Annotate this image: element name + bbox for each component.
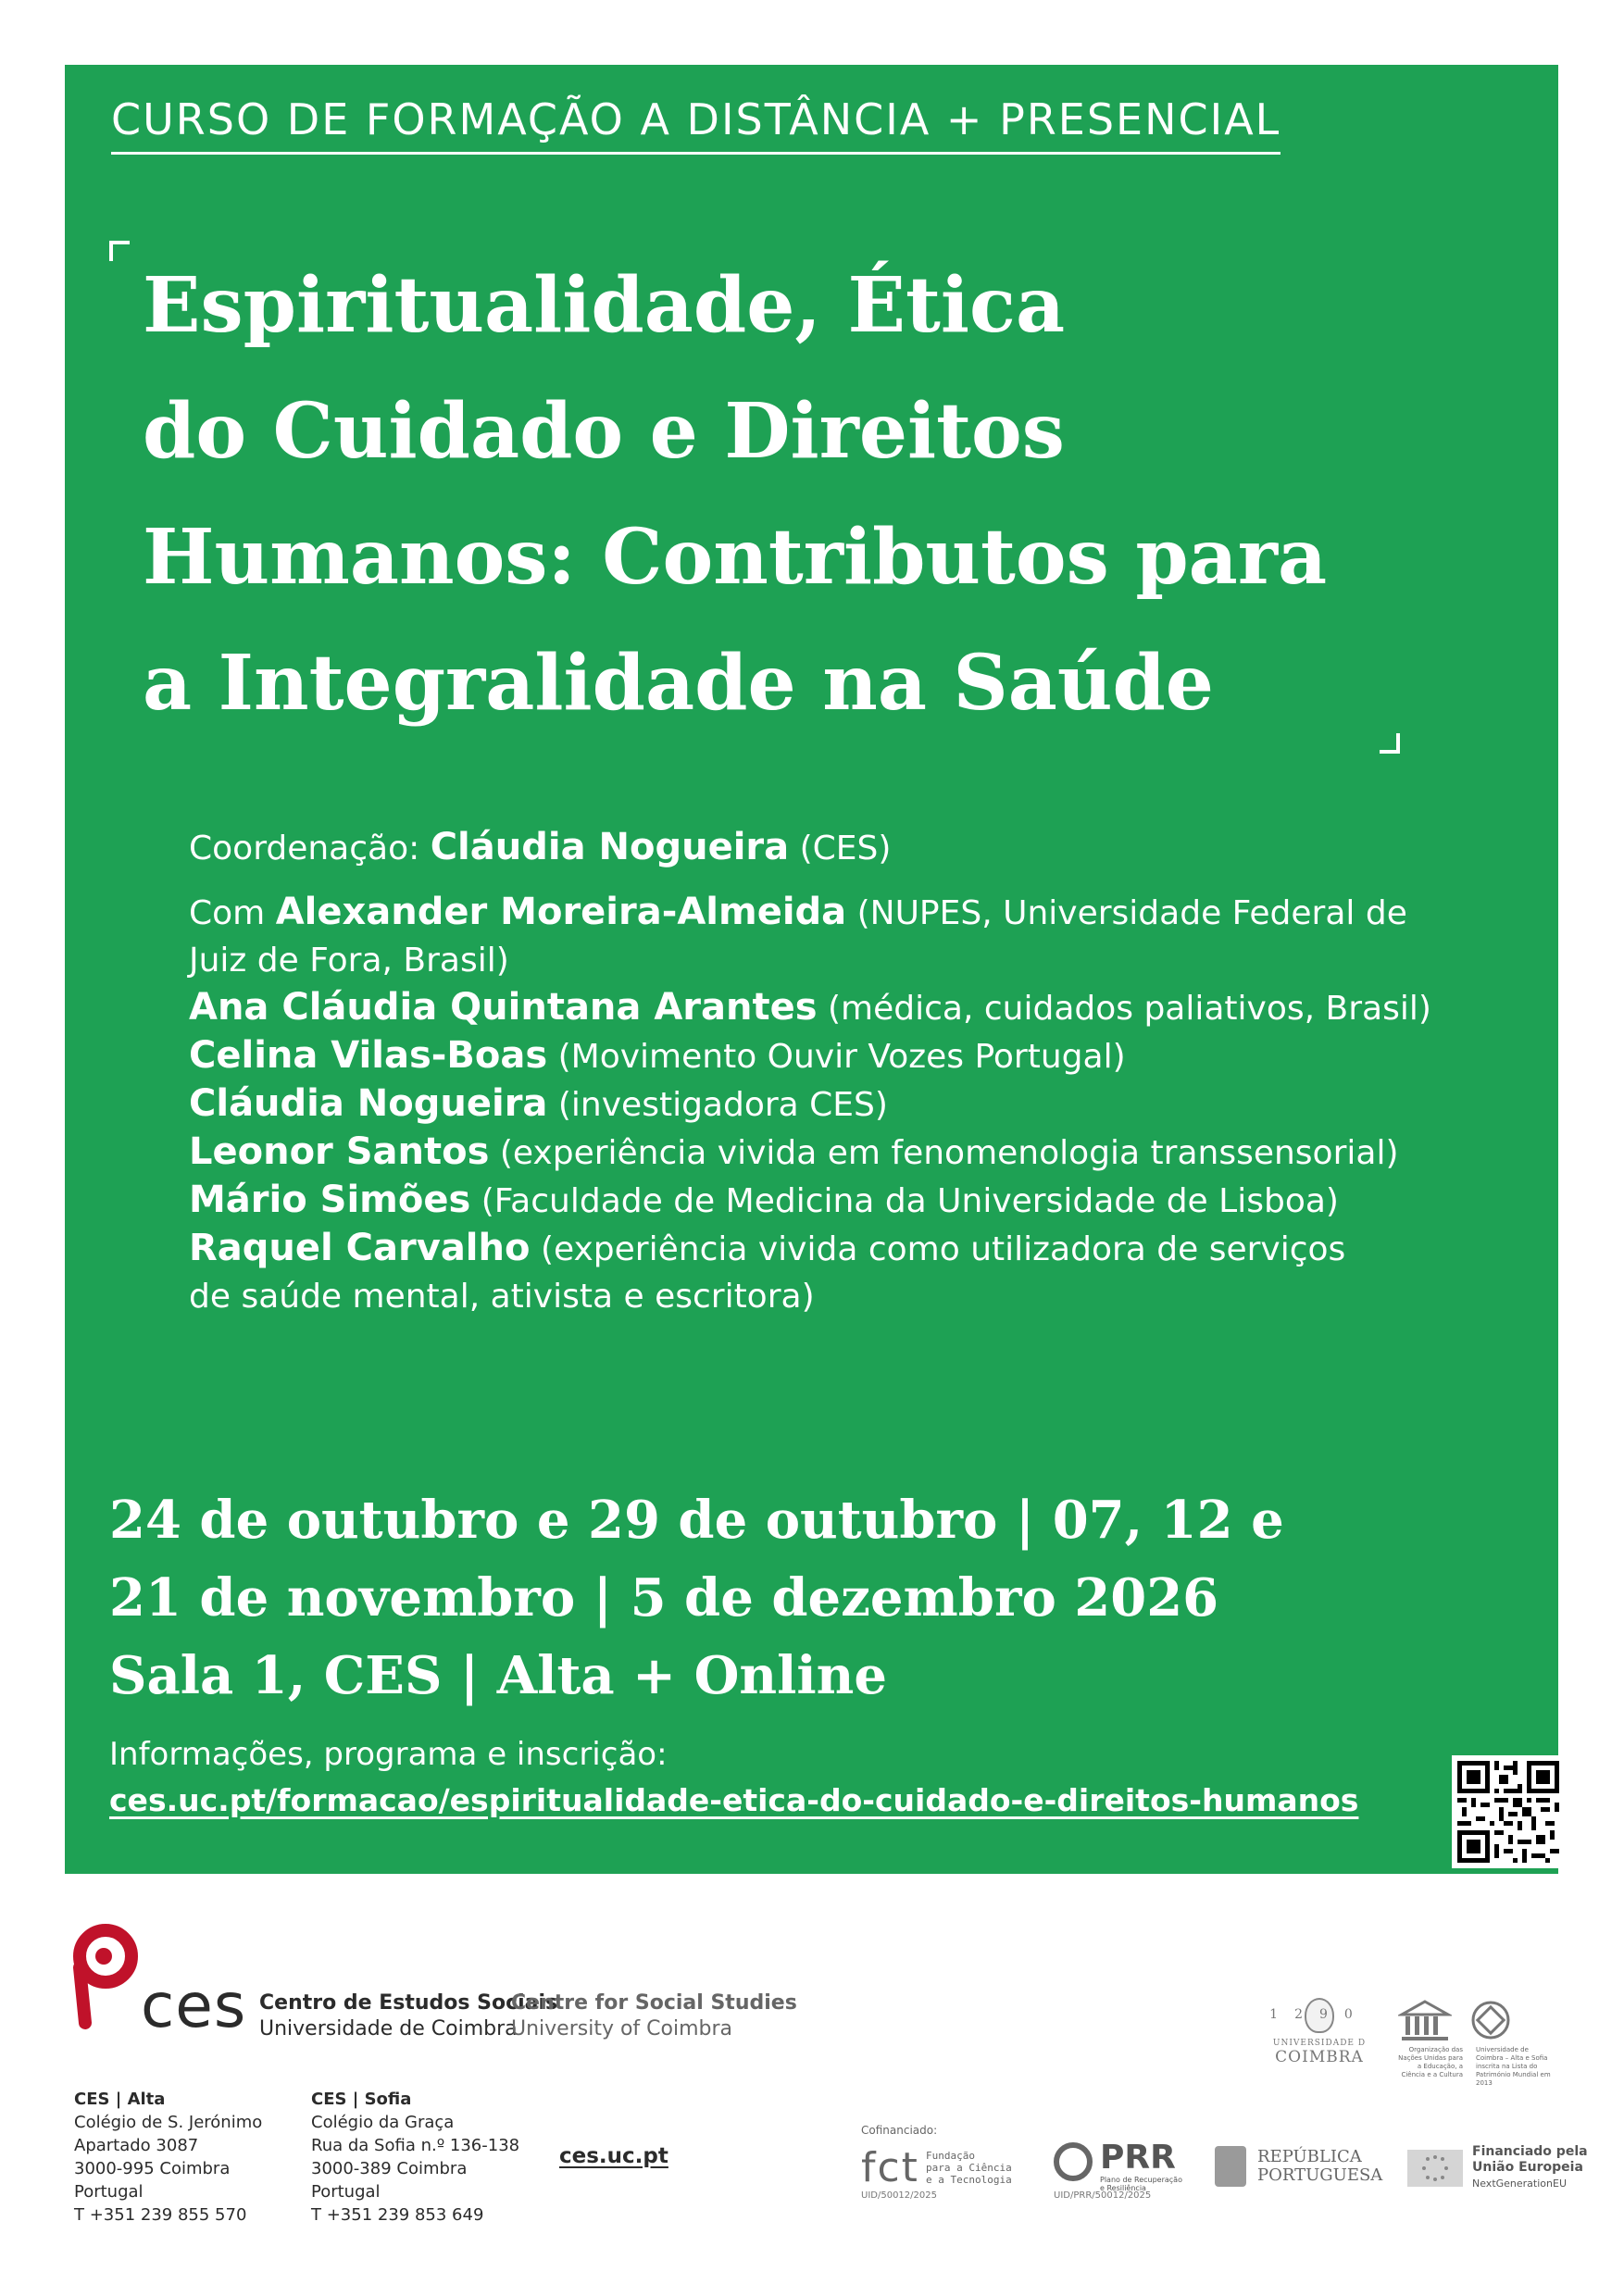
dates-line: 21 de novembro | 5 de dezembro 2026 (109, 1567, 1219, 1628)
address-sofia (311, 2088, 519, 2227)
fct-uid: UID/50012/2025 (861, 2190, 937, 2201)
qr-code-icon[interactable] (1452, 1755, 1565, 1868)
cofinanced-label: Cofinanciado: (861, 2124, 938, 2137)
speaker-line (189, 1177, 1431, 1225)
registration-link[interactable]: ces.uc.pt/formacao/espiritualidade-etica-do-cuidado-e-direitos-humanos (109, 1782, 1359, 1818)
venue: Sala 1, CES | Alta + Online (109, 1645, 887, 1706)
republica-line: REPÚBLICA (1257, 2147, 1362, 2166)
address-alta (74, 2088, 262, 2227)
address-phone: T +351 239 853 649 (311, 2205, 484, 2225)
unesco-text: Organização das Nações Unidas para a Educação, a Ciência e a Cultura (1398, 2046, 1463, 2078)
address-line: Portugal (74, 2182, 144, 2202)
address-line: Colégio de S. Jerónimo (74, 2113, 263, 2132)
course-title (143, 243, 1327, 746)
republica-line: PORTUGUESA (1257, 2165, 1383, 2185)
speaker-line (189, 1032, 1431, 1080)
org-pt-name: Centro de Estudos Sociais (259, 1991, 558, 2015)
org-pt-sub: Universidade de Coimbra (259, 2017, 518, 2040)
coordinator-affiliation: (CES) (799, 830, 892, 867)
org-name-en (511, 1990, 797, 2042)
speaker-affiliation: (experiência vivida como utilizadora de serviços (540, 1230, 1346, 1268)
eu-text (1472, 2144, 1588, 2176)
speaker-name: Ana Cláudia Quintana Arantes (189, 986, 818, 1029)
with-label: Com (189, 894, 266, 932)
uc-university: UNIVERSIDADE D (1272, 2039, 1367, 2048)
speaker-name: Cláudia Nogueira (189, 1082, 548, 1125)
address-heading: CES | Sofia (311, 2090, 412, 2109)
info-block (109, 1731, 1358, 1824)
speaker-affiliation: (Movimento Ouvir Vozes Portugal) (557, 1038, 1126, 1076)
speaker-affiliation: (investigadora CES) (557, 1086, 888, 1124)
bracket-open-icon (109, 241, 130, 261)
title-line: a Integralidade na Saúde (143, 639, 1214, 728)
world-heritage-icon (1470, 2000, 1511, 2040)
uc-logo (1268, 2007, 1370, 2066)
address-line: Apartado 3087 (74, 2136, 199, 2155)
unesco-temple-icon (1398, 2000, 1452, 2042)
uc-city: COIMBRA (1275, 2048, 1364, 2066)
speaker-affiliation: (Faculdade de Medicina da Universidade de Lisboa) (481, 1182, 1339, 1220)
address-phone: T +351 239 855 570 (74, 2205, 247, 2225)
people-list (189, 824, 1431, 1320)
course-type: CURSO DE FORMAÇÃO A DISTÂNCIA + PRESENCIAL (111, 94, 1280, 155)
eu-text-line: Financiado pela (1472, 2144, 1588, 2159)
speaker-affiliation-cont: de saúde mental, ativista e escritora) (189, 1278, 815, 1316)
title-line: Humanos: Contributos para (143, 513, 1328, 602)
speaker-name: Raquel Carvalho (189, 1227, 531, 1269)
website-link[interactable]: ces.uc.pt (559, 2144, 668, 2168)
title-line: Espiritualidade, Ética (143, 261, 1066, 350)
speaker-name: Celina Vilas-Boas (189, 1034, 548, 1077)
coordination-line (189, 824, 1431, 872)
title-line: do Cuidado e Direitos (143, 387, 1065, 476)
fct-text-line: para a Ciência (926, 2162, 1012, 2174)
address-line: Colégio da Graça (311, 2113, 455, 2132)
prr-uid: UID/PRR/50012/2025 (1054, 2190, 1152, 2201)
fct-text (926, 2150, 1012, 2186)
coordination-label: Coordenação: (189, 830, 420, 867)
republica-text (1257, 2148, 1382, 2185)
heritage-text: Universidade de Coimbra – Alta e Sofia inscrita na Lista do Património Mundial em 2013 (1476, 2046, 1551, 2087)
ces-wordmark: ces (141, 1970, 247, 2041)
address-line: Rua da Sofia n.º 136-138 (311, 2136, 520, 2155)
address-heading: CES | Alta (74, 2090, 166, 2109)
dates-line: 24 de outubro e 29 de outubro | 07, 12 e (109, 1490, 1284, 1551)
fct-text-line: e a Tecnologia (926, 2174, 1012, 2186)
speaker-line (189, 1080, 1431, 1129)
prr-circle-icon (1054, 2142, 1093, 2181)
speaker-name: Mário Simões (189, 1179, 471, 1221)
org-en-name: Centre for Social Studies (511, 1991, 797, 2015)
fct-wordmark: fct (861, 2144, 919, 2191)
speaker-name: Leonor Santos (189, 1130, 490, 1173)
speaker-name: Alexander Moreira-Almeida (275, 891, 847, 933)
uc-years: 1290 (1269, 2007, 1369, 2022)
speaker-affiliation: (médica, cuidados paliativos, Brasil) (828, 990, 1431, 1028)
fct-text-line: Fundação (926, 2150, 975, 2162)
speaker-line (189, 1225, 1431, 1273)
prr-wordmark: PRR (1100, 2139, 1176, 2177)
prr-text-line: e Resiliência (1100, 2184, 1146, 2192)
poster-panel (65, 65, 1558, 1874)
speaker-affiliation: (experiência vivida em fenomenologia transsensorial) (499, 1134, 1399, 1172)
eu-flag-icon (1407, 2150, 1463, 2187)
eu-text-line: União Europeia (1472, 2160, 1583, 2175)
ces-logo-icon (65, 1921, 148, 2032)
org-en-sub: University of Coimbra (511, 2017, 733, 2040)
address-line: 3000-995 Coimbra (74, 2159, 231, 2178)
speaker-affiliation: (NUPES, Universidade Federal de (856, 894, 1407, 932)
speaker-affiliation-cont: Juiz de Fora, Brasil) (189, 942, 509, 980)
address-line: 3000-389 Coimbra (311, 2159, 468, 2178)
dates-block (109, 1481, 1284, 1715)
fct-logo (861, 2144, 1012, 2191)
speaker-line (189, 984, 1431, 1032)
address-line: Portugal (311, 2182, 381, 2202)
republica-emblem-icon (1215, 2146, 1246, 2187)
coordinator-name: Cláudia Nogueira (430, 826, 790, 868)
eu-nextgen: NextGenerationEU (1472, 2177, 1567, 2190)
info-label: Informações, programa e inscrição: (109, 1736, 668, 1773)
prr-text-line: Plano de Recuperação (1100, 2176, 1182, 2184)
speaker-line (189, 889, 1431, 937)
bracket-close-icon (1380, 733, 1400, 754)
speaker-line (189, 1129, 1431, 1177)
